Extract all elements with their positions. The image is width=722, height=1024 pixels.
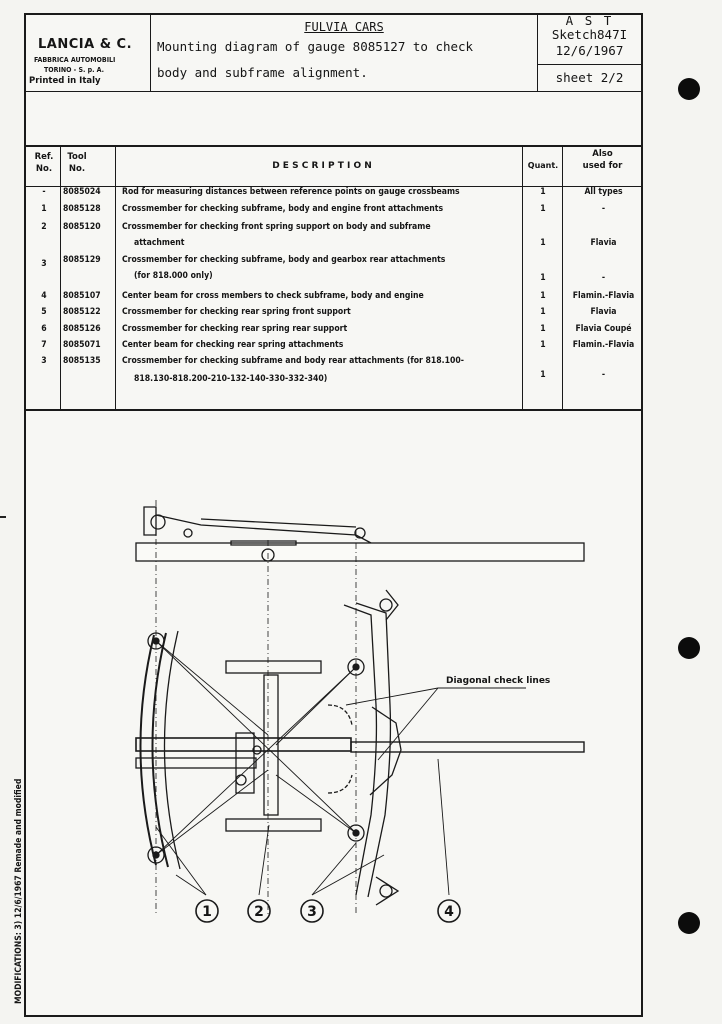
- side-view: [136, 507, 584, 561]
- row-ref: 7: [41, 340, 47, 350]
- drawing-sheet: [24, 13, 643, 1017]
- header-also-line1: Also: [592, 149, 613, 159]
- row-also: Flavia: [590, 238, 617, 248]
- row-ref: 6: [41, 324, 47, 334]
- diagonal-check-lines-label: Diagonal check lines: [446, 676, 551, 686]
- row-quant: 1: [540, 187, 546, 197]
- binder-hole-middle: [678, 637, 700, 659]
- binder-hole-bottom: [678, 912, 700, 934]
- row-ref: 5: [41, 307, 47, 317]
- row-ref: 1: [41, 204, 47, 214]
- header-also-line2: used for: [582, 161, 623, 171]
- row-quant: 1: [540, 324, 546, 334]
- row-description: Center beam for checking rear spring attachments: [122, 340, 344, 350]
- callout-1-label: 1: [202, 904, 212, 920]
- row-quant: 1: [540, 340, 546, 350]
- row-description: Rod for measuring distances between reference points on gauge crossbeams: [122, 187, 460, 197]
- row-description: Center beam for cross members to check subframe, body and engine: [122, 291, 424, 301]
- company-line-2: TORINO - S. p. A.: [44, 66, 105, 74]
- header-tool-line1: Tool: [67, 152, 87, 162]
- row-tool: 8085107: [63, 291, 101, 301]
- modifications-note: MODIFICATIONS: 3) 12/6/1967 Remade and modified: [14, 778, 24, 1004]
- row-also: All types: [584, 187, 623, 197]
- row-description-cont: attachment: [134, 238, 185, 248]
- row-tool: 8085126: [63, 324, 101, 334]
- row-ref: 2: [41, 222, 47, 232]
- sketch-code: A S T: [565, 13, 614, 28]
- row-tool: 8085135: [63, 356, 101, 366]
- row-also: Flavia Coupé: [575, 324, 632, 334]
- row-also: Flamin.-Flavia: [572, 340, 635, 350]
- header-ref-line1: Ref.: [34, 152, 54, 162]
- row-quant: 1: [540, 273, 546, 283]
- row-description: Crossmember for checking rear spring front support: [122, 307, 351, 317]
- row-tool: 8085129: [63, 255, 101, 265]
- sketch-number: Sketch847I: [551, 27, 628, 42]
- callout-3-label: 3: [307, 904, 317, 920]
- binder-hole-top: [678, 78, 700, 100]
- company-name: LANCIA & C.: [38, 37, 133, 52]
- callout-2-label: 2: [254, 904, 264, 920]
- row-also: Flavia: [590, 307, 617, 317]
- sketch-date: 12/6/1967: [555, 43, 624, 58]
- callout-4-label: 4: [444, 904, 454, 920]
- row-tool: 8085024: [63, 187, 101, 197]
- row-description-cont: (for 818.000 only): [134, 271, 213, 281]
- header-description: D E S C R I P T I O N: [272, 161, 372, 171]
- row-tool: 8085071: [63, 340, 101, 350]
- fold-mark: [0, 516, 6, 518]
- header-ref-line2: No.: [35, 164, 53, 174]
- row-tool: 8085122: [63, 307, 101, 317]
- row-quant: 1: [540, 238, 546, 248]
- row-ref: 3: [41, 356, 47, 366]
- header-tool-line2: No.: [68, 164, 86, 174]
- row-description: Crossmember for checking subframe, body and gearbox rear attachments: [122, 255, 446, 265]
- title-line-1: Mounting diagram of gauge 8085127 to check: [157, 39, 474, 54]
- projection-lines: [156, 500, 356, 915]
- company-line-1: FABBRICA AUTOMOBILI: [34, 56, 116, 64]
- row-quant: 1: [540, 307, 546, 317]
- row-tool: 8085120: [63, 222, 101, 232]
- row-quant: 1: [540, 204, 546, 214]
- row-tool: 8085128: [63, 204, 101, 214]
- printed-in: Printed in Italy: [29, 76, 101, 86]
- row-ref: 4: [41, 291, 47, 301]
- leader-lines: [156, 688, 526, 895]
- row-description: Crossmember for checking rear spring rear support: [122, 324, 348, 334]
- row-also: -: [601, 204, 606, 214]
- sheet-number: sheet 2/2: [555, 70, 624, 85]
- row-description-cont: 818.130-818.200-210-132-140-330-332-340): [134, 374, 328, 384]
- row-also: -: [601, 370, 606, 380]
- row-ref: -: [42, 187, 46, 197]
- row-ref: 3: [41, 259, 47, 269]
- rear-crossmember: [344, 590, 401, 905]
- mounting-diagram: [26, 15, 641, 1015]
- row-quant: 1: [540, 291, 546, 301]
- row-also: -: [601, 273, 606, 283]
- header-quant: Quant.: [527, 161, 559, 170]
- row-quant: 1: [540, 370, 546, 380]
- row-description: Crossmember for checking front spring support on body and subframe: [122, 222, 431, 232]
- title-cars: FULVIA CARS: [304, 20, 384, 34]
- title-line-2: body and subframe alignment.: [157, 65, 368, 80]
- row-also: Flamin.-Flavia: [572, 291, 635, 301]
- row-description: Crossmember for checking subframe, body and engine front attachments: [122, 204, 444, 214]
- row-description: Crossmember for checking subframe and body rear attachments (for 818.100-: [122, 356, 464, 366]
